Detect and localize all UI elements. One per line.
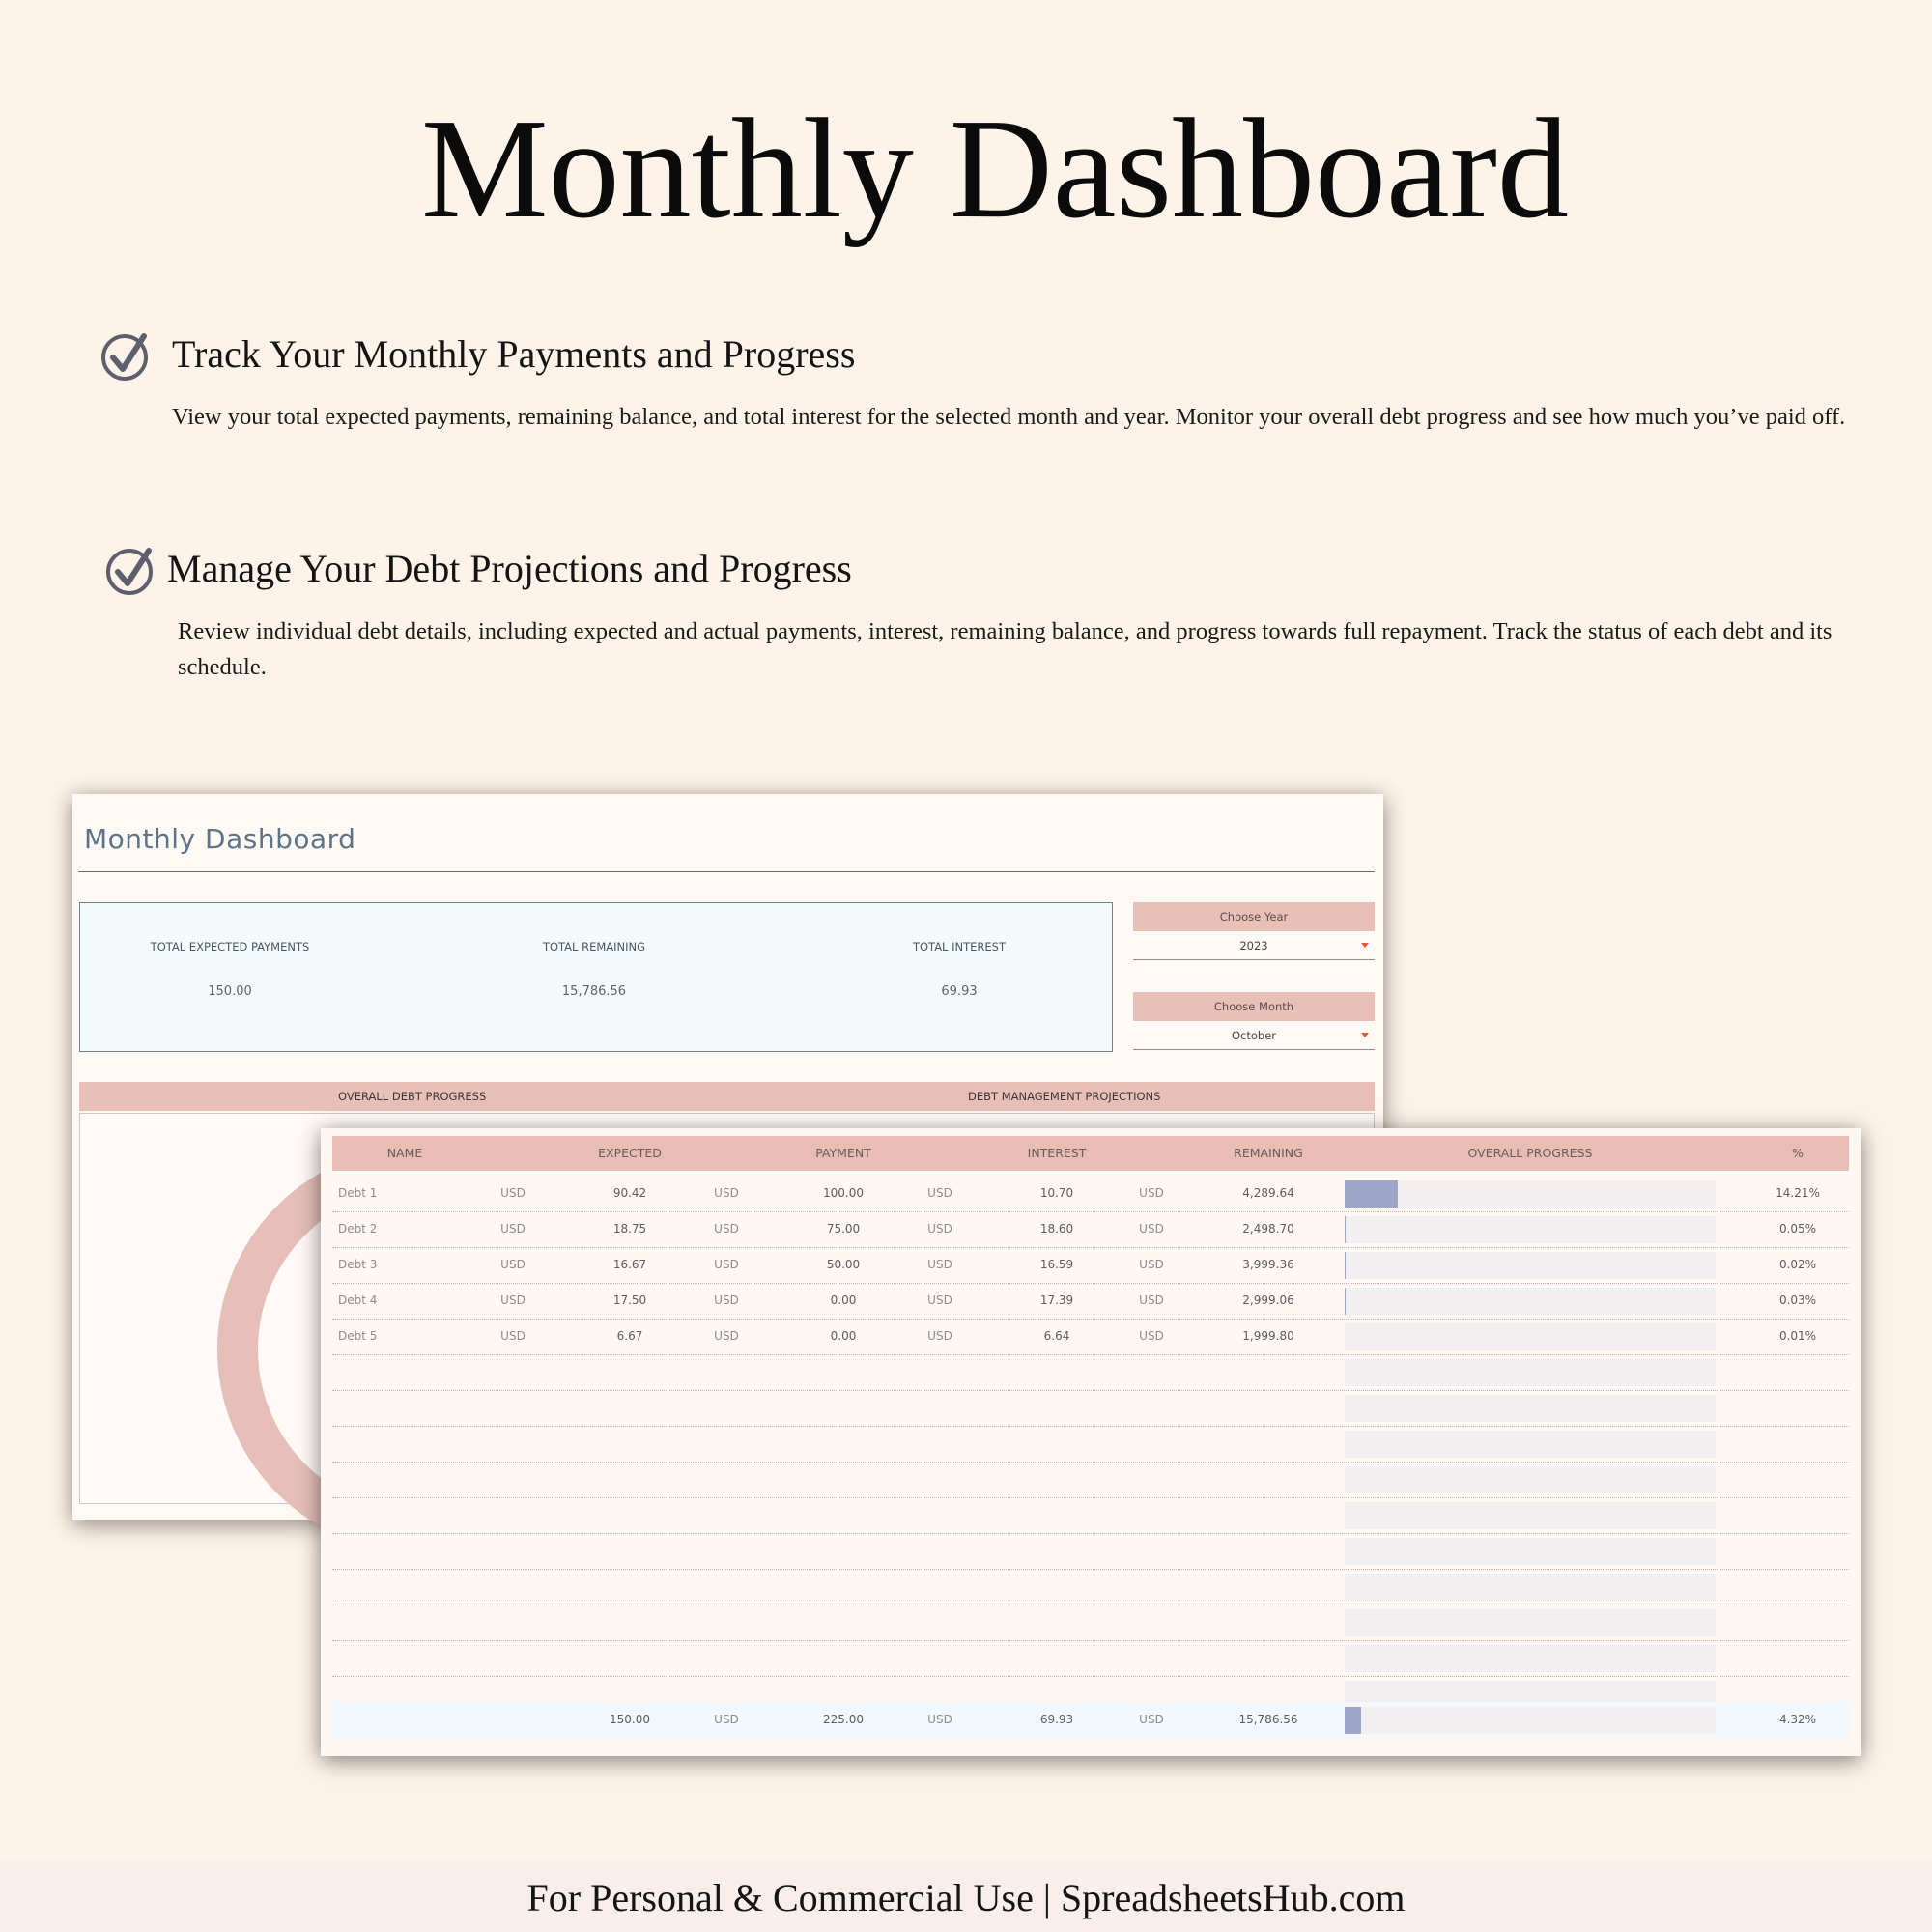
progress-bar-fill <box>1345 1180 1398 1208</box>
progress-bar <box>1345 1395 1716 1422</box>
empty-row <box>332 1354 1849 1391</box>
debt-projections-heading: DEBT MANAGEMENT PROJECTIONS <box>968 1090 1161 1103</box>
percent-value: 14.21% <box>1776 1186 1820 1200</box>
empty-row <box>332 1497 1849 1534</box>
progress-bar <box>1345 1609 1716 1636</box>
percent-value: 0.03% <box>1778 1293 1817 1307</box>
currency-label: USD <box>500 1222 526 1236</box>
debt-name: Debt 5 <box>338 1329 378 1343</box>
expected-value: 18.75 <box>612 1222 647 1236</box>
debt-name: Debt 2 <box>338 1222 378 1236</box>
remaining-value: 2,999.06 <box>1242 1293 1294 1307</box>
column-header: NAME <box>386 1146 423 1160</box>
month-select[interactable] <box>1133 1021 1375 1050</box>
empty-row <box>332 1533 1849 1570</box>
total-progress-fill <box>1345 1707 1361 1734</box>
month-select-value: October <box>1231 1029 1277 1042</box>
currency-label: USD <box>1139 1293 1164 1307</box>
overall-debt-progress-heading: OVERALL DEBT PROGRESS <box>338 1090 487 1103</box>
column-header: INTEREST <box>1027 1146 1087 1160</box>
total-remaining-value: 15,786.56 <box>561 984 627 999</box>
table-row <box>332 1319 1849 1355</box>
column-header: % <box>1792 1146 1804 1160</box>
interest-value: 6.64 <box>1043 1329 1070 1343</box>
payment-value: 50.00 <box>826 1258 861 1271</box>
dropdown-arrow-icon[interactable] <box>1361 1033 1369 1037</box>
progress-bar <box>1345 1323 1716 1350</box>
progress-bar <box>1345 1288 1716 1315</box>
currency-label: USD <box>500 1258 526 1271</box>
feature-description: Review individual debt details, including expected and actual payments, interest, remaining balance, and progress towards full repayment. Track the status of each debt and its schedule. <box>178 618 1833 680</box>
page-title: Monthly Dashboard <box>421 90 1569 248</box>
interest-value: 10.70 <box>1039 1186 1074 1200</box>
debt-name: Debt 4 <box>338 1293 378 1307</box>
currency-label: USD <box>714 1222 739 1236</box>
debt-table-sheet <box>321 1128 1861 1756</box>
progress-bar <box>1345 1502 1716 1529</box>
percent-value: 0.05% <box>1778 1222 1817 1236</box>
expected-value: 16.67 <box>612 1258 647 1271</box>
currency-label: USD <box>714 1293 739 1307</box>
interest-value: 18.60 <box>1039 1222 1074 1236</box>
currency-label: USD <box>1139 1713 1164 1726</box>
currency-label: USD <box>714 1186 739 1200</box>
summary-box <box>79 902 1113 1052</box>
percent-value: 0.01% <box>1778 1329 1817 1343</box>
total-progress-bar <box>1345 1707 1716 1734</box>
feature-title: Track Your Monthly Payments and Progress <box>172 332 856 376</box>
column-header: PAYMENT <box>815 1146 871 1160</box>
table-row <box>332 1176 1849 1212</box>
section-header-bar <box>79 1082 1375 1111</box>
payment-value: 0.00 <box>830 1293 857 1307</box>
total-percent-value: 4.32% <box>1778 1713 1817 1726</box>
remaining-value: 3,999.36 <box>1242 1258 1294 1271</box>
currency-label: USD <box>500 1329 526 1343</box>
year-select[interactable] <box>1133 931 1375 960</box>
currency-label: USD <box>927 1186 952 1200</box>
expected-value: 90.42 <box>612 1186 647 1200</box>
total-remaining-value: 15,786.56 <box>1238 1713 1298 1726</box>
empty-row <box>332 1605 1849 1641</box>
column-header: REMAINING <box>1234 1146 1303 1160</box>
total-interest-value: 69.93 <box>941 984 978 999</box>
dashboard-title: Monthly Dashboard <box>84 823 356 855</box>
currency-label: USD <box>1139 1222 1164 1236</box>
currency-label: USD <box>927 1293 952 1307</box>
progress-bar <box>1345 1538 1716 1565</box>
currency-label: USD <box>927 1258 952 1271</box>
expected-value: 17.50 <box>612 1293 647 1307</box>
progress-bar <box>1345 1466 1716 1493</box>
table-header <box>332 1136 1849 1171</box>
interest-value: 16.59 <box>1039 1258 1074 1271</box>
progress-bar <box>1345 1645 1716 1672</box>
total-interest-value: 69.93 <box>1039 1713 1074 1726</box>
table-row <box>332 1211 1849 1248</box>
progress-bar <box>1345 1180 1716 1208</box>
feature-title: Manage Your Debt Projections and Progress <box>167 547 852 590</box>
currency-label: USD <box>927 1713 952 1726</box>
title-divider <box>78 871 1375 872</box>
interest-value: 17.39 <box>1039 1293 1074 1307</box>
empty-row <box>332 1462 1849 1498</box>
expected-value: 6.67 <box>616 1329 643 1343</box>
column-header: OVERALL PROGRESS <box>1467 1146 1593 1160</box>
currency-label: USD <box>927 1329 952 1343</box>
currency-label: USD <box>1139 1258 1164 1271</box>
footer-text: For Personal & Commercial Use | SpreadsheetsHub.com <box>526 1876 1406 1919</box>
total-expected-value: 150.00 <box>610 1713 650 1726</box>
choose-month-label: Choose Month <box>1133 992 1375 1021</box>
choose-year-label: Choose Year <box>1133 902 1375 931</box>
progress-bar <box>1345 1431 1716 1458</box>
total-expected-value: 150.00 <box>208 984 252 999</box>
total-expected-label: TOTAL EXPECTED PAYMENTS <box>150 940 310 953</box>
total-payment-value: 225.00 <box>823 1713 864 1726</box>
payment-value: 0.00 <box>830 1329 857 1343</box>
total-remaining-label: TOTAL REMAINING <box>542 940 646 953</box>
empty-row <box>332 1569 1849 1605</box>
currency-label: USD <box>714 1329 739 1343</box>
progress-bar <box>1345 1216 1716 1243</box>
debt-name: Debt 1 <box>338 1186 378 1200</box>
progress-bar <box>1345 1359 1716 1386</box>
empty-row <box>332 1426 1849 1463</box>
remaining-value: 4,289.64 <box>1242 1186 1294 1200</box>
total-interest-label: TOTAL INTEREST <box>912 940 1006 953</box>
checkmark-circle-icon <box>101 330 152 381</box>
year-select-value: 2023 <box>1239 939 1268 952</box>
dropdown-arrow-icon[interactable] <box>1361 943 1369 948</box>
table-row <box>332 1283 1849 1320</box>
feature-description: View your total expected payments, remaining balance, and total interest for the selected month and year. Monitor your overall debt progress and see how much you’ve paid off. <box>172 404 1846 430</box>
empty-row <box>332 1640 1849 1677</box>
remaining-value: 1,999.80 <box>1242 1329 1294 1343</box>
checkmark-circle-icon <box>106 545 156 595</box>
table-row <box>332 1247 1849 1284</box>
currency-label: USD <box>714 1713 739 1726</box>
percent-value: 0.02% <box>1778 1258 1817 1271</box>
footer <box>0 1861 1932 1932</box>
payment-value: 75.00 <box>826 1222 861 1236</box>
currency-label: USD <box>500 1293 526 1307</box>
empty-row <box>332 1390 1849 1427</box>
currency-label: USD <box>500 1186 526 1200</box>
progress-bar <box>1345 1574 1716 1601</box>
currency-label: USD <box>927 1222 952 1236</box>
debt-name: Debt 3 <box>338 1258 378 1271</box>
currency-label: USD <box>1139 1186 1164 1200</box>
column-header: EXPECTED <box>598 1146 662 1160</box>
payment-value: 100.00 <box>823 1186 864 1200</box>
progress-bar <box>1345 1252 1716 1279</box>
currency-label: USD <box>714 1258 739 1271</box>
remaining-value: 2,498.70 <box>1242 1222 1294 1236</box>
currency-label: USD <box>1139 1329 1164 1343</box>
table-total-row <box>332 1702 1849 1739</box>
